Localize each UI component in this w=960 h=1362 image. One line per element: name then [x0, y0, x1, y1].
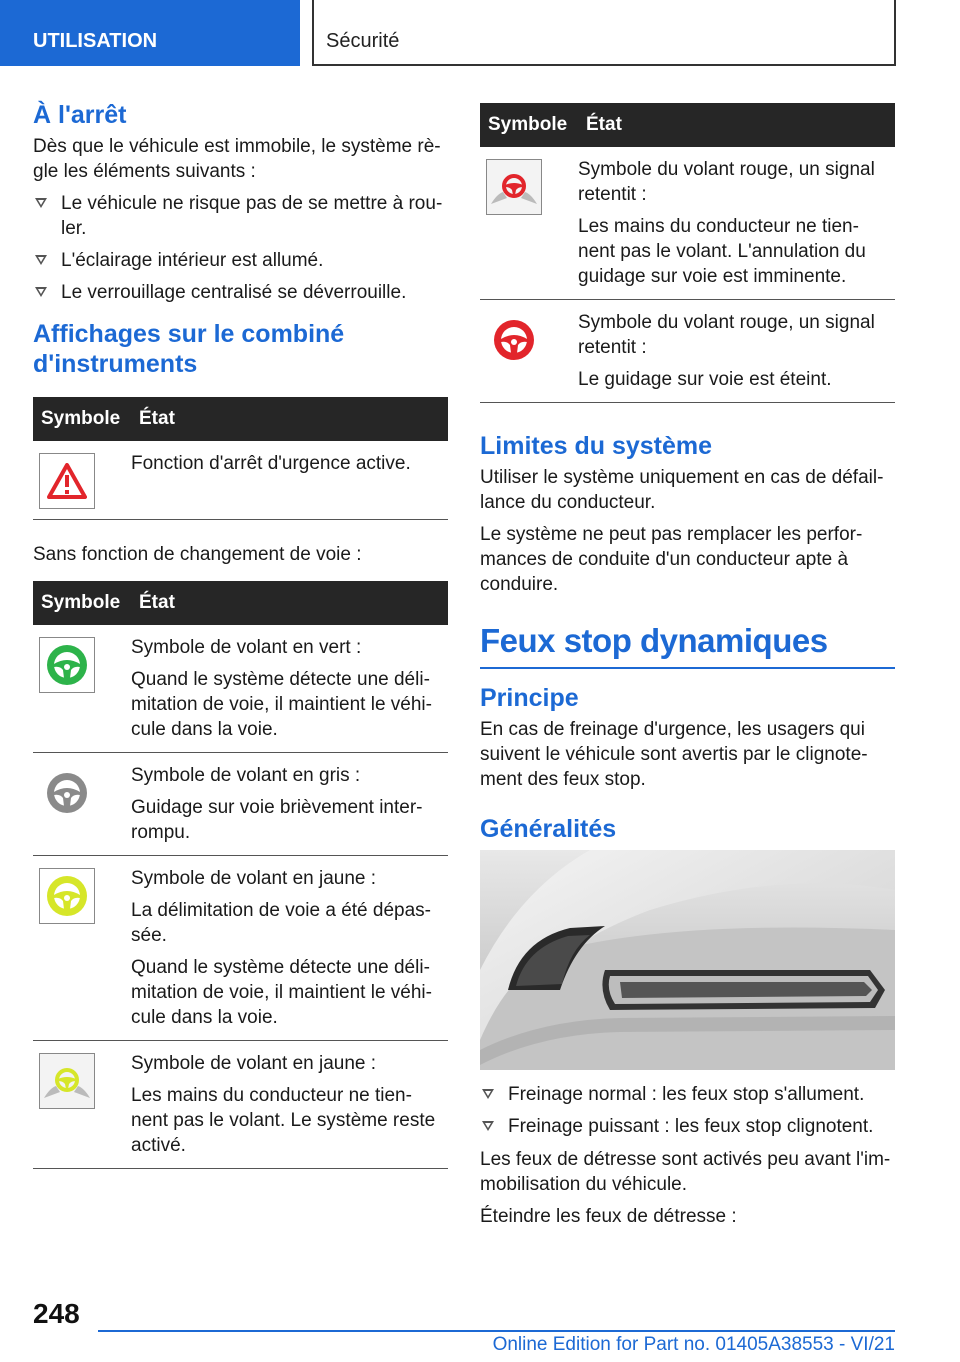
paragraph-principe: En cas de freinage d'urgence, les usagers qui suivent le véhicule sont avertis par le clignotement des feux stop.	[480, 719, 868, 790]
chapter-title: Sécurité	[312, 0, 896, 66]
paragraph-sans-fonction: Sans fonction de changement de voie :	[33, 544, 362, 565]
column-header-symbol: Symbole	[33, 581, 131, 625]
table-row	[33, 856, 448, 1041]
heading-affichages: Affichages sur le combiné d'instruments	[33, 320, 345, 378]
bullet-list-arret	[33, 191, 448, 305]
table-row	[480, 147, 895, 300]
bullet-triangle-icon	[35, 287, 47, 297]
bullet-triangle-icon	[35, 198, 47, 208]
paragraph-detresse: Les feux de détresse sont activés peu avant l'immobilisation du véhicule.	[480, 1149, 891, 1195]
state-cell: Symbole de volant en jaune : La délimitation de voie a été dépassée. Quand le système détecte une délimitation de voie, il maintient le véhicule dans la voie.	[131, 856, 448, 1041]
steering-wheel-hands-red-icon	[486, 159, 542, 215]
column-header-symbol: Symbole	[33, 397, 131, 441]
column-header-state: État	[131, 581, 448, 625]
state-cell: Symbole du volant rouge, un signal retentit : Le guidage sur voie est éteint.	[578, 300, 895, 403]
list-item: L'éclairage intérieur est allumé.	[33, 248, 448, 273]
paragraph-eteindre: Éteindre les feux de détresse :	[480, 1206, 737, 1227]
table-row	[480, 300, 895, 403]
state-cell: Symbole de volant en gris : Guidage sur voie brièvement interrompu.	[131, 753, 448, 856]
page-header	[0, 0, 960, 66]
heading-arret: À l'arrêt	[33, 101, 127, 129]
paragraph-arret: Dès que le véhicule est immobile, le système règle les éléments suivants :	[33, 136, 441, 182]
list-item: Le véhicule ne risque pas de se mettre à rouler.	[33, 191, 448, 241]
heading-generalites: Généralités	[480, 815, 617, 843]
state-cell: Symbole de volant en jaune : Les mains du conducteur ne tiennent pas le volant. Le système reste activé.	[131, 1041, 448, 1169]
steering-wheel-hands-yellow-icon	[39, 1053, 95, 1109]
footer-divider	[98, 1330, 895, 1332]
table-row	[33, 1041, 448, 1169]
steering-wheel-red-icon	[486, 312, 542, 368]
section-tab: UTILISATION	[0, 0, 300, 66]
left-column	[33, 100, 448, 1183]
bullet-triangle-icon	[482, 1089, 494, 1099]
bullet-triangle-icon	[35, 255, 47, 265]
heading-feux-stop: Feux stop dynamiques	[480, 619, 895, 669]
paragraph-limites-1: Utiliser le système uniquement en cas de défaillance du conducteur.	[480, 467, 884, 513]
symbol-table-emergency	[33, 397, 448, 520]
right-column	[480, 103, 895, 1236]
list-item: Freinage normal : les feux stop s'allument.	[480, 1082, 895, 1107]
list-item: Freinage puissant : les feux stop clignotent.	[480, 1114, 895, 1139]
table-row	[33, 753, 448, 856]
steering-wheel-green-icon	[39, 637, 95, 693]
column-header-symbol: Symbole	[480, 103, 578, 147]
heading-principe: Principe	[480, 684, 579, 712]
steering-wheel-yellow-icon	[39, 868, 95, 924]
bullet-list-feux	[480, 1082, 895, 1139]
page-number: 248	[33, 1298, 80, 1329]
table-row	[33, 441, 448, 520]
steering-wheel-grey-icon	[39, 765, 95, 821]
state-cell: Symbole de volant en vert : Quand le système détecte une délimitation de voie, il maintient le véhicule dans la voie.	[131, 625, 448, 753]
column-header-state: État	[578, 103, 895, 147]
column-header-state: État	[131, 397, 448, 441]
bullet-triangle-icon	[482, 1121, 494, 1131]
symbol-table-lane	[33, 581, 448, 1169]
warning-triangle-icon	[39, 453, 95, 509]
brake-light-photo	[480, 850, 895, 1070]
list-item: Le verrouillage centralisé se déverrouille.	[33, 280, 448, 305]
state-cell: Fonction d'arrêt d'urgence active.	[131, 441, 448, 520]
symbol-table-red	[480, 103, 895, 403]
paragraph-limites-2: Le système ne peut pas remplacer les performances de conduite d'un conducteur apte à conduire.	[480, 524, 863, 595]
table-row	[33, 625, 448, 753]
state-cell: Symbole du volant rouge, un signal retentit : Les mains du conducteur ne tiennent pas le volant. L'annulation du guidage sur voie est imminente.	[578, 147, 895, 300]
footer-edition: Online Edition for Part no. 01405A38553 - VI/21	[492, 1334, 895, 1355]
heading-limites: Limites du système	[480, 432, 713, 460]
